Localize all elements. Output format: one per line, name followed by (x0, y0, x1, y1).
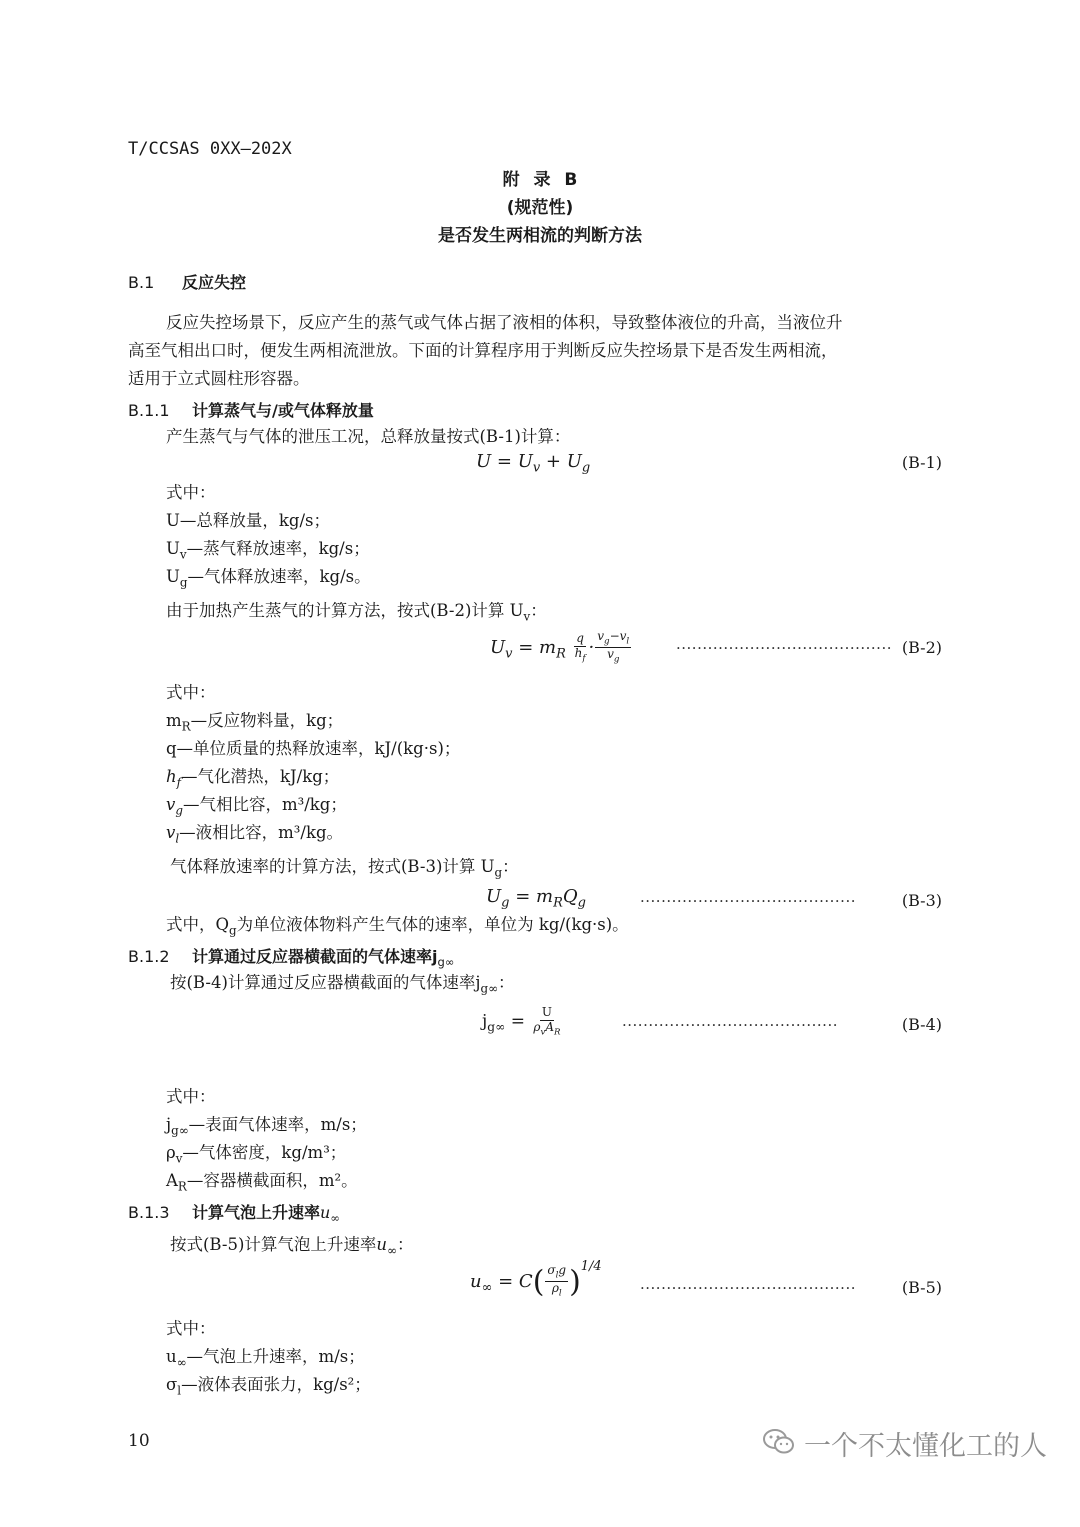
leader-dots: ········································· (640, 892, 856, 910)
definition-mr: $m_R—$反应物料量，kg； (166, 711, 344, 734)
section-title: 计算通过反应器横截面的气体速率j (192, 947, 438, 966)
section-title: 反应失控 (182, 273, 247, 292)
section-number: B.1.2 (128, 947, 170, 966)
leader-dots: ········································· (640, 1279, 856, 1297)
section-number: B.1 (128, 273, 155, 292)
appendix-title: 附 录 B (502, 170, 578, 190)
equation-number: (B-4) (901, 1015, 942, 1034)
appendix-type: (规范性) (506, 198, 574, 218)
page-number: 10 (128, 1431, 150, 1451)
section-b12-heading: B.1.2 计算通过反应器横截面的气体速率$j_{g\infty}$ (128, 947, 455, 970)
doc-code: T/CCSAS 0XX—202X (128, 139, 292, 159)
leader-dots: ········································· (622, 1016, 838, 1034)
where-label: 式中： (166, 483, 216, 502)
definition-vg: $v_g—$气相比容，m³/kg； (166, 795, 347, 818)
definition-j: $j_{g\infty}—$表面气体速率，m/s； (166, 1115, 367, 1138)
definition-u: U—总释放量，kg/s； (166, 511, 330, 530)
definition-q: q—单位质量的热释放速率，kJ/(kg·s)； (166, 739, 461, 758)
equation-b3: $U_g = m_RQ_g$ (486, 886, 586, 911)
equation-b1: $U = U_v + U_g$ (476, 451, 591, 476)
definition-vl: $v_l—$液相比容，m³/kg。 (166, 823, 344, 846)
definition-sigma: $\sigma_l—$液体表面张力，kg/s²； (166, 1375, 371, 1398)
definition-rho: $\rho_v—$气体密度，kg/m³； (166, 1143, 347, 1166)
where-label: 式中： (166, 1087, 216, 1106)
paragraph-line: 反应失控场景下，反应产生的蒸气或气体占据了液相的体积，导致整体液位的升高，当液位升 (166, 313, 843, 332)
equation-b5: $u_\infty = C$( $\frac{\sigma_lg}{\rho_l}$ )$^{1/4}$ (470, 1258, 602, 1300)
paragraph-line: 高至气相出口时，便发生两相流泄放。下面的计算程序用于判断反应失控场景下是否发生两相流， (128, 341, 838, 360)
paragraph-line: 产生蒸气与气体的泄压工况，总释放量按式(B-1)计算： (166, 427, 571, 446)
equation-number: (B-5) (901, 1278, 942, 1297)
section-b13-heading: B.1.3 计算气泡上升速率$u_\infty$ (128, 1203, 340, 1226)
equation-number: (B-1) (901, 453, 942, 472)
where-label: 式中： (166, 683, 216, 702)
definition-u-inf: $u_\infty—$气泡上升速率，m/s； (166, 1347, 365, 1370)
paragraph-line: 按式(B-5)计算气泡上升速率$u_\infty$： (170, 1235, 414, 1258)
definition-hf: $h_f—$气化潜热，kJ/kg； (166, 767, 340, 790)
equation-b2: $U_v = m_R$ $\frac{q}{h_f}$ · $\frac{v_g-v_l}{v_g}$ (490, 629, 630, 665)
appendix-main-title: 是否发生两相流的判断方法 (438, 226, 642, 246)
section-b1-heading (128, 270, 246, 293)
definition-ug: $U_g—$气体释放速率，kg/s。 (166, 567, 371, 590)
section-number: B.1.1 (128, 401, 170, 420)
equation-number: (B-3) (901, 891, 942, 910)
section-number: B.1.3 (128, 1203, 170, 1222)
paragraph-line: 按(B-4)计算通过反应器横截面的气体速率$j_{g\infty}$： (170, 973, 515, 996)
equation-note: 式中，$Q_g$为单位液体物料产生气体的速率，单位为 kg/(kg·s)。 (166, 915, 629, 938)
where-label: 式中： (166, 1319, 216, 1338)
leader-dots: ········································· (676, 639, 892, 657)
definition-uv: $U_v—$蒸气释放速率，kg/s； (166, 539, 370, 562)
paragraph-line: 由于加热产生蒸气的计算方法，按式(B-2)计算 $U_v$： (166, 601, 547, 624)
watermark-text: 一个不太懂化工的人 (804, 1431, 1047, 1462)
section-title: 计算蒸气与/或气体释放量 (192, 401, 374, 420)
wechat-icon (762, 1427, 796, 1461)
equation-b4: $j_{g\infty}$ = $\frac{U}{\rho_vA_R}$ (482, 1005, 561, 1038)
section-title: 计算气泡上升速率 (192, 1203, 321, 1222)
section-b11-heading (128, 398, 374, 421)
equation-number: (B-2) (901, 638, 942, 657)
paragraph-line: 气体释放速率的计算方法，按式(B-3)计算 $U_g$： (170, 857, 519, 880)
paragraph-line: 适用于立式圆柱形容器。 (128, 369, 310, 388)
watermark (762, 1424, 1047, 1463)
definition-ar: $A_R—$容器横截面积，m²。 (166, 1171, 358, 1194)
